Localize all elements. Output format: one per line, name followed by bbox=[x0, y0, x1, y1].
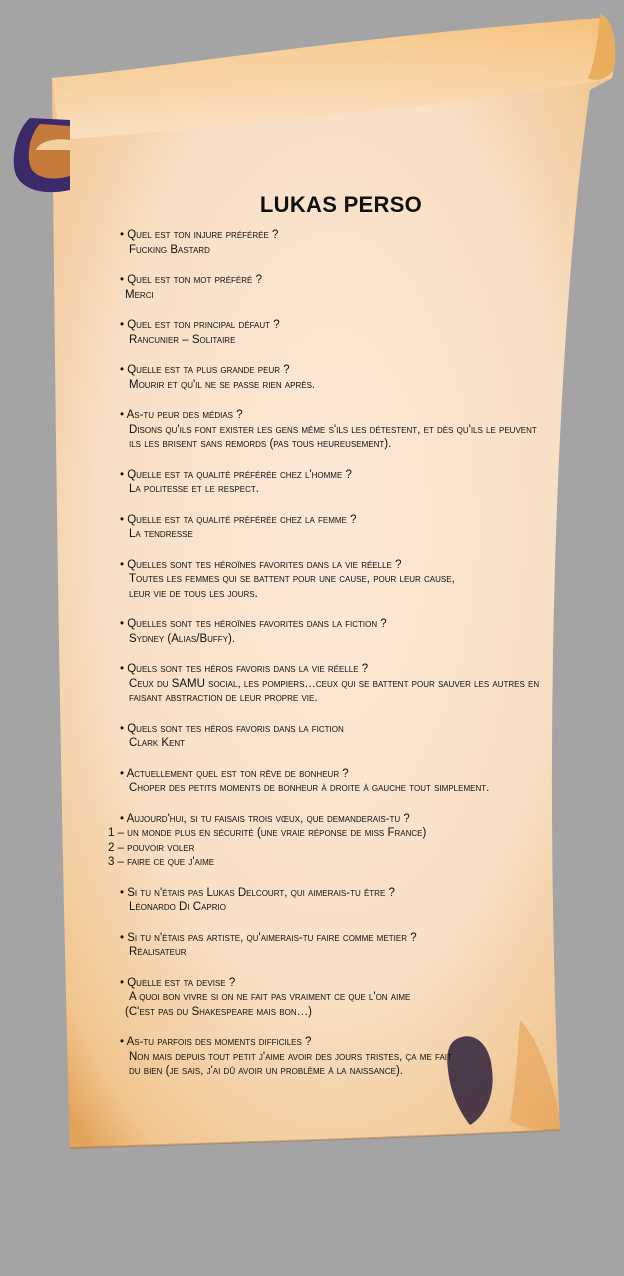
qa-block bbox=[108, 228, 568, 257]
qa-block bbox=[108, 408, 568, 452]
question: • Quels sont tes héros favoris dans la vie réelle ? bbox=[120, 663, 369, 675]
answer: leur vie de tous les jours. bbox=[129, 587, 258, 600]
qa-block bbox=[108, 722, 568, 751]
answer: Ceux du SAMU social, les pompiers…ceux qui se battent pour sauver les autres en bbox=[129, 677, 540, 690]
answer: A quoi bon vivre si on ne fait pas vraiment ce que l'on aime bbox=[129, 991, 411, 1003]
qa-block bbox=[108, 468, 568, 497]
answer: Sydney (Alias/Buffy). bbox=[129, 632, 236, 645]
qa-block bbox=[108, 617, 568, 646]
question: • Quelle est ta qualité préférée chez l'homme ? bbox=[120, 468, 352, 481]
question: • Quelle est ta qualité préférée chez la femme ? bbox=[120, 513, 357, 526]
question: • As-tu peur des médias ? bbox=[120, 409, 243, 421]
answer: Mourir et qu'il ne se passe rien après. bbox=[129, 378, 316, 391]
questionnaire-content bbox=[108, 192, 568, 1095]
answer: Disons qu'ils font exister les gens même s'ils les détestent, et dès qu'ils le peuvent bbox=[129, 423, 537, 436]
question: • Si tu n'étais pas Lukas Delcourt, qui aimerais-tu être ? bbox=[120, 886, 395, 899]
question: • Si tu n'étais pas artiste, qu'aimerais-tu faire comme metier ? bbox=[120, 931, 417, 944]
answer: Réalisateur bbox=[129, 946, 187, 958]
answer: Toutes les femmes qui se battent pour une cause, pour leur cause, bbox=[129, 573, 455, 585]
answer: du bien (je sais, j'ai dû avoir un problème à la naissance). bbox=[129, 1065, 403, 1077]
question: • Quel est ton injure préférée ? bbox=[120, 229, 279, 241]
wish-item: 2 – pouvoir voler bbox=[108, 841, 195, 854]
qa-block bbox=[108, 886, 568, 915]
answer: Fucking Bastard bbox=[129, 243, 210, 256]
question: • As-tu parfois des moments difficiles ? bbox=[120, 1036, 312, 1048]
answer: Rancunier – Solitaire bbox=[129, 333, 236, 346]
answer: La politesse et le respect. bbox=[129, 483, 259, 495]
qa-block bbox=[108, 976, 568, 1020]
question: • Aujourd'hui, si tu faisais trois vœux, que demanderais-tu ? bbox=[120, 812, 410, 825]
qa-block bbox=[108, 363, 568, 392]
question: • Quelles sont tes héroïnes favorites dans la fiction ? bbox=[120, 618, 387, 630]
answer: Choper des petits moments de bonheur à droite à gauche tout simplement. bbox=[129, 782, 490, 794]
page-title: LUKAS PERSO bbox=[259, 192, 423, 217]
qa-block bbox=[108, 513, 568, 542]
question: • Actuellement quel est ton rêve de bonheur ? bbox=[120, 767, 349, 780]
qa-block bbox=[108, 931, 568, 960]
answer: Léonardo Di Caprio bbox=[129, 901, 226, 913]
qa-block bbox=[108, 767, 568, 796]
qa-block bbox=[108, 273, 568, 302]
qa-block bbox=[108, 558, 568, 602]
question: • Quelles sont tes héroïnes favorites dans la vie réelle ? bbox=[120, 558, 402, 571]
question: • Quels sont tes héros favoris dans la fiction bbox=[120, 722, 344, 735]
answer: (C'est pas du Shakespeare mais bon…) bbox=[125, 1005, 312, 1018]
question: • Quelle est ta plus grande peur ? bbox=[120, 364, 290, 376]
qa-block bbox=[108, 1035, 568, 1079]
wish-item: 3 – faire ce que j'aime bbox=[108, 856, 215, 868]
answer: faisant abstraction de leur propre vie. bbox=[129, 692, 318, 704]
answer: Merci bbox=[125, 288, 154, 301]
qa-block bbox=[108, 662, 568, 706]
qa-block bbox=[108, 318, 568, 347]
qa-block bbox=[108, 812, 568, 870]
answer: Non mais depuis tout petit j'aime avoir des jours tristes, ça me fait bbox=[129, 1050, 452, 1063]
wish-item: 1 – un monde plus en sécurité (une vraie réponse de miss France) bbox=[108, 827, 427, 839]
answer: La tendresse bbox=[129, 528, 193, 540]
answer: ils les brisent sans remords (pas tous heureusement). bbox=[129, 438, 392, 450]
question: • Quel est ton principal défaut ? bbox=[120, 319, 280, 331]
question: • Quelle est ta devise ? bbox=[120, 976, 236, 989]
question: • Quel est ton mot préféré ? bbox=[120, 274, 262, 286]
answer: Clark Kent bbox=[129, 737, 186, 749]
